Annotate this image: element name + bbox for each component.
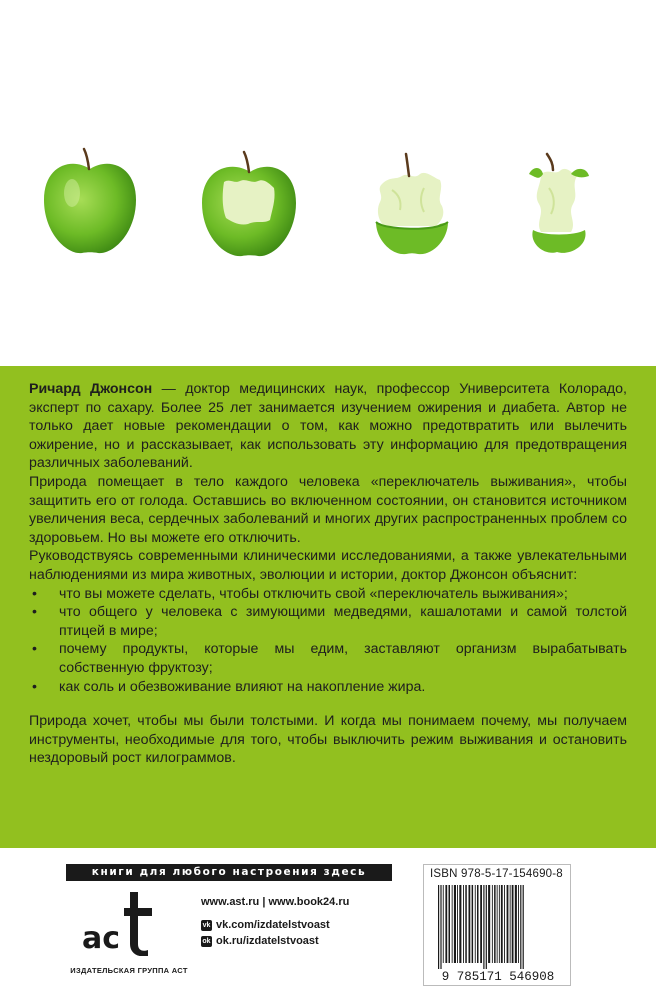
barcode-bar [440, 885, 441, 969]
barcode-bar [472, 885, 474, 963]
description-panel [0, 366, 656, 848]
website-links[interactable]: www.ast.ru | www.book24.ru [201, 896, 350, 908]
barcode-bar [488, 885, 490, 963]
svg-text:ac: ac [82, 921, 121, 956]
barcode-bar [497, 885, 498, 963]
barcode-bar [512, 885, 514, 963]
book-description [29, 380, 627, 768]
isbn-number: ISBN 978-5-17-154690-8 [430, 868, 563, 880]
research-paragraph: Руководствуясь современными клиническими исследованиями, а также увлекательными наблюдениями из мира животных, эволюции и истории, доктор Джонсон объяснит: [29, 548, 627, 583]
ok-link[interactable]: ok ok.ru/izdatelstvoast [202, 935, 319, 947]
barcode-bar [463, 885, 464, 963]
barcode-bar [469, 885, 471, 963]
author-intro-text: — доктор медицинских наук, профессор Университета Колорадо, эксперт по сахару. Более 25 лет занимается изучением ожирения и диабета. Автор не только дает новые рекомендации о том, как можно предотвратить или вылечить ожирение, но и рассказывает, как использовать эту информацию для предотвращения различных заболеваний. [29, 381, 627, 472]
barcode-bar [449, 885, 451, 963]
bullet-list [29, 585, 627, 697]
ok-icon: ok [202, 937, 211, 945]
list-item: • как соль и обезвоживание влияют на накопление жира. [32, 678, 426, 695]
isbn-barcode-block [423, 864, 571, 986]
barcode-bar [452, 885, 453, 963]
bullet-icon: • [32, 641, 37, 658]
barcode-digits: 9 785171 546908 [441, 970, 555, 983]
list-item: • что общего у человека с зимующими медведями, кашалотами и самой толстой птицей в мире; [32, 604, 627, 639]
vk-link[interactable]: vk vk.com/izdatelstvoast [202, 919, 330, 931]
barcode-bar [438, 885, 439, 969]
barcode-bar [445, 885, 447, 963]
barcode-bar [504, 885, 505, 963]
barcode-bar [492, 885, 493, 963]
author-name: Ричард Джонсон [29, 381, 153, 397]
barcode-bar [477, 885, 479, 963]
barcode-bar [501, 885, 503, 963]
bitten-apple [200, 148, 298, 260]
list-item: • почему продукты, которые мы едим, заставляют организм вырабатывать собственную фруктозу; [32, 641, 627, 676]
ast-logo [80, 888, 160, 956]
author-intro-paragraph [29, 380, 627, 473]
whole-apple [42, 145, 138, 257]
barcode-bar [499, 885, 500, 963]
barcode-bar [483, 885, 484, 969]
publisher-name: ИЗДАТЕЛЬСКАЯ ГРУППА АСТ [70, 966, 188, 975]
closing-paragraph: Природа хочет, чтобы мы были толстыми. И когда мы понимаем почему, мы получаем инструменты, необходимые для того, чтобы выключить режим выживания и остановить нездоровый рост килограммов. [29, 713, 627, 767]
barcode-bar [459, 885, 461, 963]
barcode-bar [443, 885, 444, 963]
barcode-bar [454, 885, 456, 963]
publisher-footer [0, 848, 656, 1000]
barcode-bar [510, 885, 511, 963]
barcode-bar [515, 885, 517, 963]
apples-illustration [0, 0, 656, 366]
apple-core [515, 152, 599, 260]
bullet-icon: • [32, 585, 37, 602]
list-item: • что вы можете сделать, чтобы отключить свой «переключатель выживания»; [32, 585, 568, 602]
barcode-bar [494, 885, 496, 963]
half-eaten-apple [362, 150, 458, 260]
barcode [430, 883, 566, 983]
survival-switch-paragraph: Природа помещает в тело каждого человека «переключатель выживания», чтобы защитить его от голода. Оставшись во включенном состоянии, он становится источником увеличения веса, сердечных заболеваний и многих других распространенных проблем со здоровьем. Но вы можете его отключить. [29, 473, 627, 546]
barcode-bar [486, 885, 487, 969]
barcode-bar [480, 885, 482, 963]
barcode-bar [465, 885, 467, 963]
barcode-bar [520, 885, 521, 969]
barcode-bar [518, 885, 519, 963]
slogan-banner: книги для любого настроения здесь [66, 864, 392, 881]
barcode-bar [457, 885, 458, 963]
bullet-icon: • [32, 678, 37, 695]
barcode-bar [523, 885, 524, 969]
vk-icon: vk [202, 921, 211, 929]
bullet-icon: • [32, 604, 37, 621]
barcode-bar [475, 885, 476, 963]
barcode-bar [507, 885, 509, 963]
